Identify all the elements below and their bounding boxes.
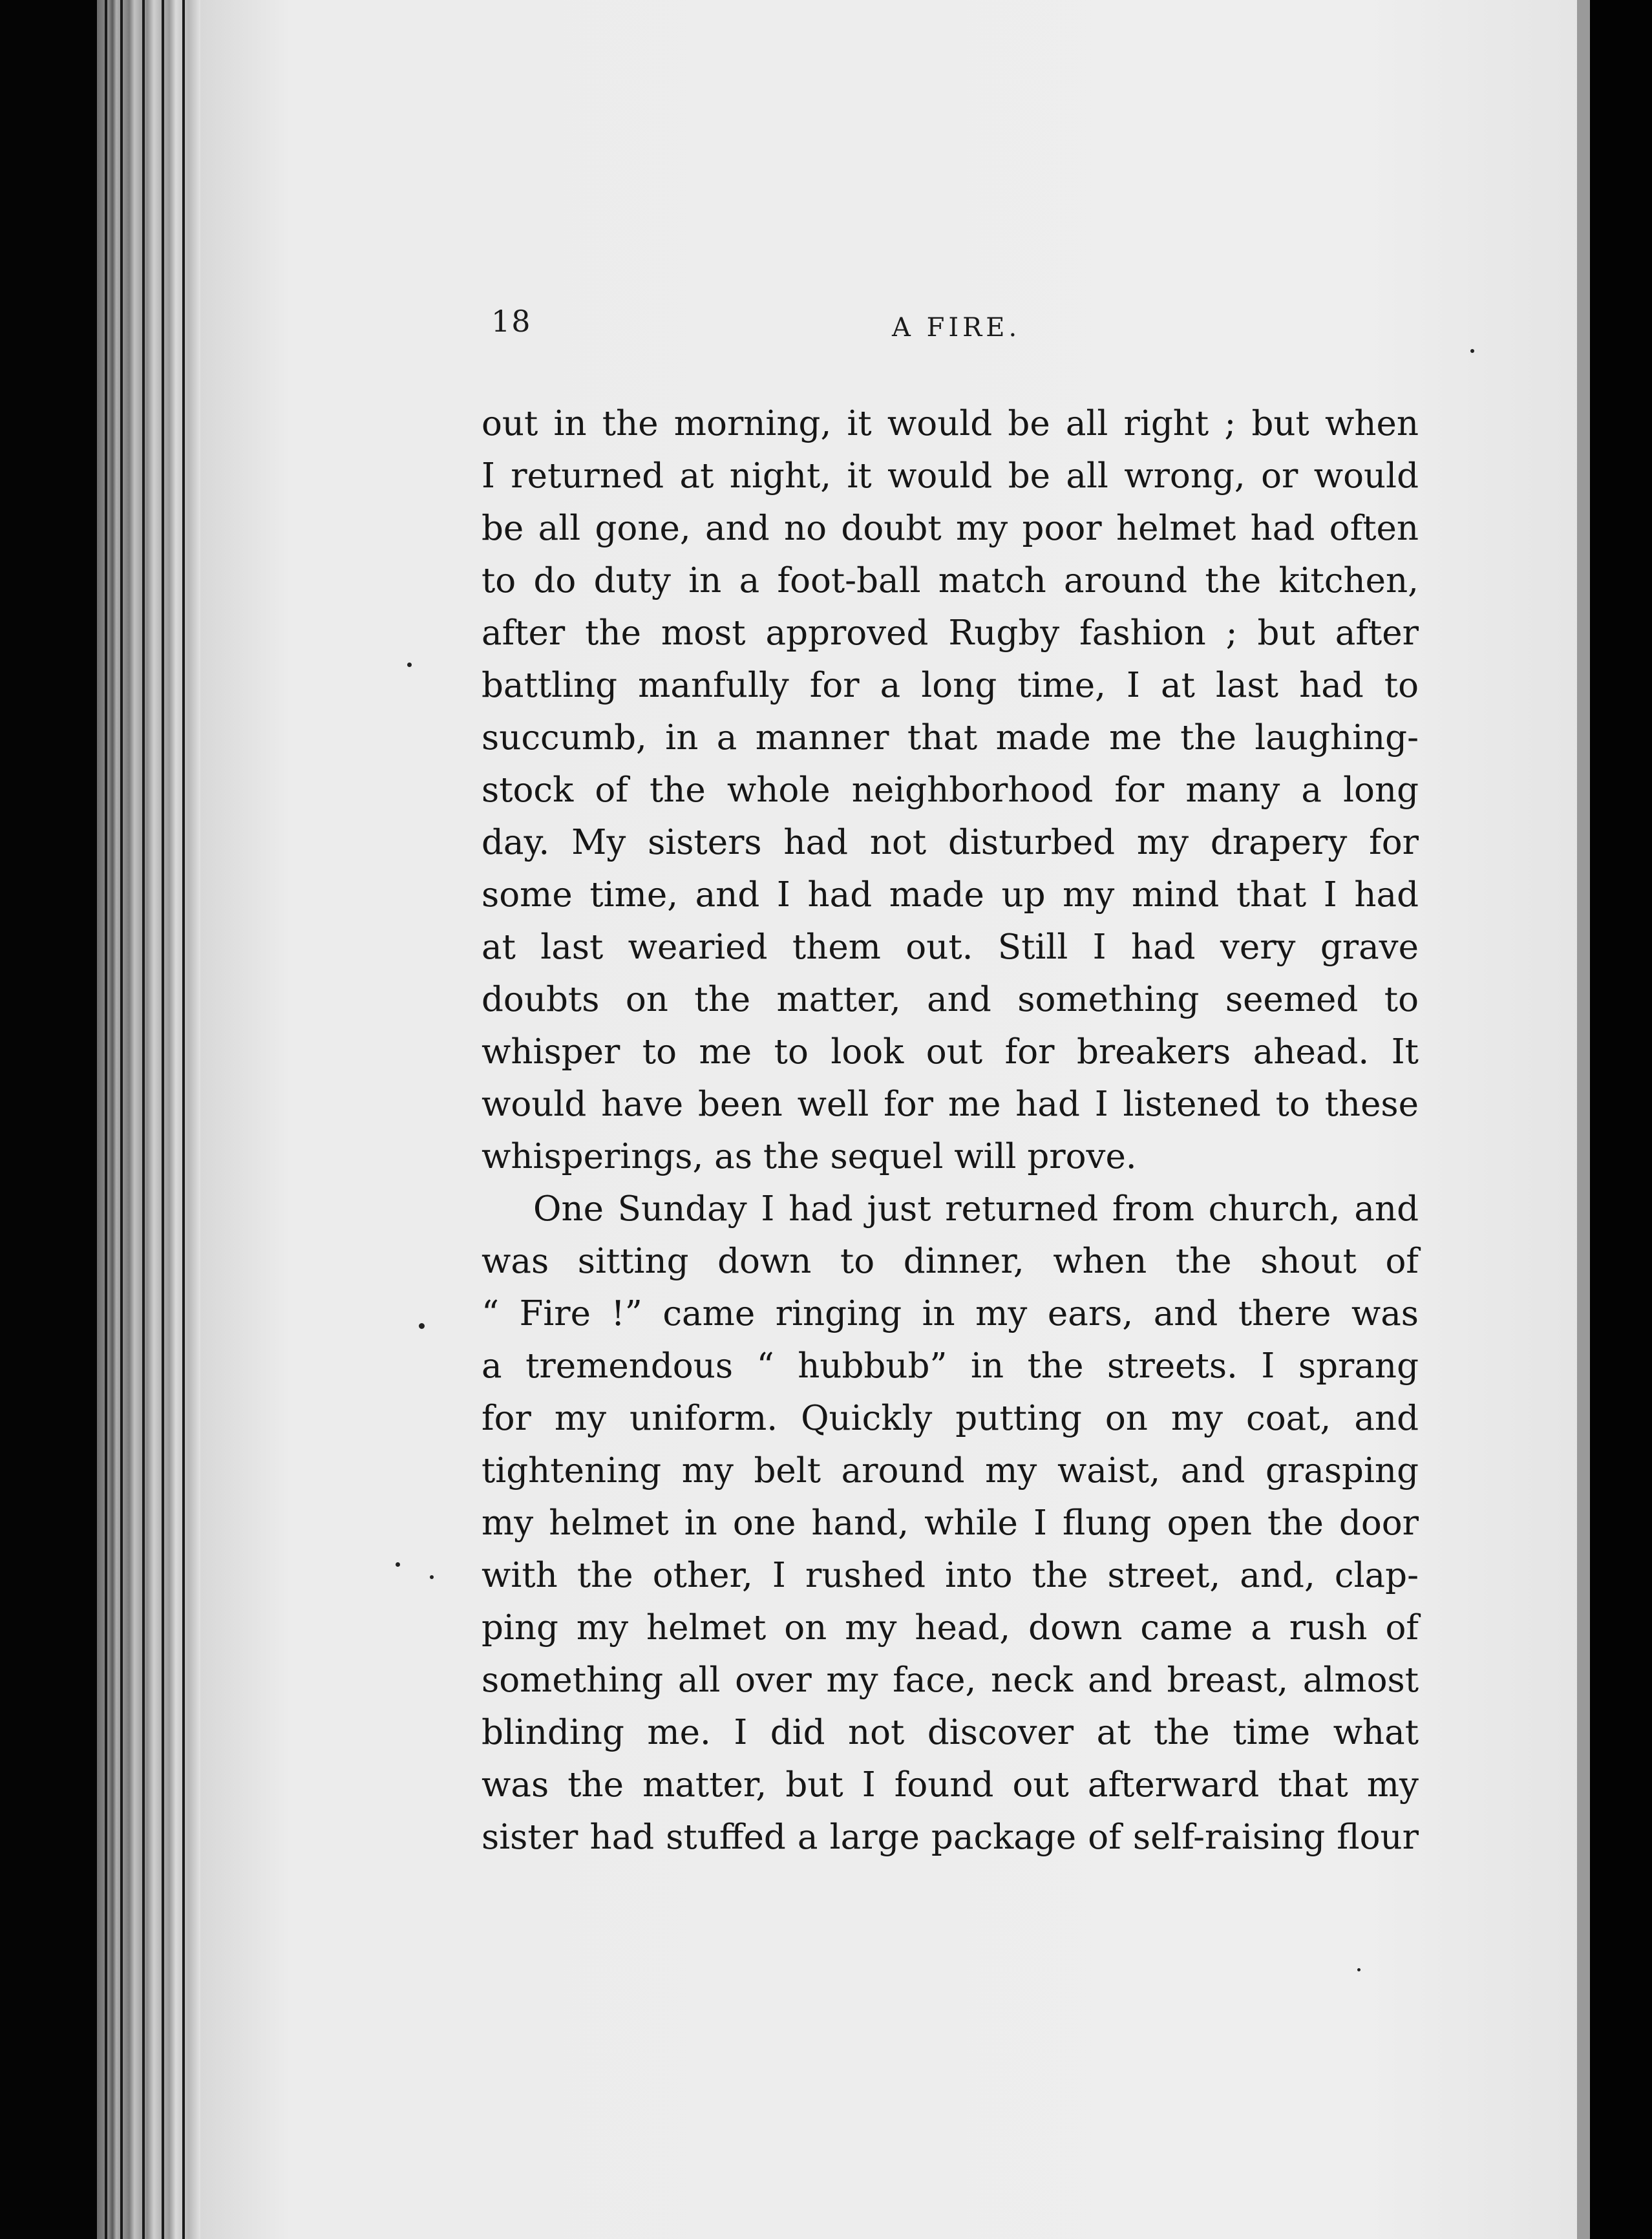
- page-edge-line: [120, 0, 123, 2239]
- text-line: my helmet in one hand, while I flung open the door: [482, 1503, 1419, 1543]
- page-right-edge: [1577, 0, 1591, 2239]
- text-line: sister had stuffed a large package of self-raising flour: [482, 1818, 1419, 1857]
- scan-right-border: [1590, 0, 1652, 2239]
- scan-speck: [396, 1562, 400, 1567]
- scan-speck: [1470, 349, 1474, 353]
- page-number: 18: [491, 304, 532, 339]
- text-line: out in the morning, it would be all right ; but when: [482, 404, 1419, 443]
- text-line: I returned at night, it would be all wrong, or would: [482, 456, 1419, 496]
- text-line: ping my helmet on my head, down came a rush of: [482, 1608, 1419, 1648]
- text-line: after the most approved Rugby fashion ; but after: [482, 613, 1419, 653]
- text-line: some time, and I had made up my mind that I had: [482, 875, 1419, 915]
- text-line: for my uniform. Quickly putting on my coat, and: [482, 1399, 1419, 1438]
- scan-left-border: [0, 0, 97, 2239]
- text-line: stock of the whole neighborhood for many a long: [482, 770, 1419, 810]
- paragraph-last-line: whisperings, as the sequel will prove.: [482, 1137, 1137, 1176]
- text-line: be all gone, and no doubt my poor helmet had often: [482, 509, 1419, 548]
- scan-speck: [407, 663, 412, 667]
- text-line: doubts on the matter, and something seemed to: [482, 980, 1419, 1019]
- text-line: to do duty in a foot-ball match around the kitchen,: [482, 561, 1419, 600]
- text-line: was the matter, but I found out afterward that my: [482, 1765, 1419, 1805]
- page-edge-line: [105, 0, 107, 2239]
- text-line: something all over my face, neck and breast, almost: [482, 1661, 1419, 1700]
- running-head: A FIRE.: [892, 313, 1021, 343]
- scan-speck: [419, 1323, 425, 1329]
- page-edge-line: [182, 0, 185, 2239]
- page-edge-line: [162, 0, 164, 2239]
- page-edges: [97, 0, 200, 2239]
- text-line: battling manfully for a long time, I at last had to: [482, 666, 1419, 705]
- text-line: “ Fire !” came ringing in my ears, and there was: [482, 1294, 1419, 1333]
- body-text: [482, 398, 1419, 1863]
- scan-speck: [1357, 1968, 1361, 1971]
- text-line: blinding me. I did not discover at the time what: [482, 1713, 1419, 1752]
- text-line: succumb, in a manner that made me the laughing-: [482, 718, 1419, 758]
- text-line: with the other, I rushed into the street, and, clap-: [482, 1556, 1419, 1595]
- page-edge-line: [142, 0, 145, 2239]
- text-line: would have been well for me had I listened to these: [482, 1085, 1419, 1124]
- paragraph-first-line: One Sunday I had just returned from church, and: [533, 1189, 1419, 1229]
- text-line: a tremendous “ hubbub” in the streets. I sprang: [482, 1346, 1419, 1386]
- text-line: at last wearied them out. Still I had very grave: [482, 928, 1419, 967]
- scan-speck: [430, 1575, 434, 1579]
- text-line: day. My sisters had not disturbed my drapery for: [482, 823, 1419, 862]
- page-header: [491, 304, 1409, 362]
- text-line: whisper to me to look out for breakers ahead. It: [482, 1032, 1419, 1072]
- text-line: tightening my belt around my waist, and grasping: [482, 1451, 1419, 1491]
- text-line: was sitting down to dinner, when the shout of: [482, 1242, 1419, 1281]
